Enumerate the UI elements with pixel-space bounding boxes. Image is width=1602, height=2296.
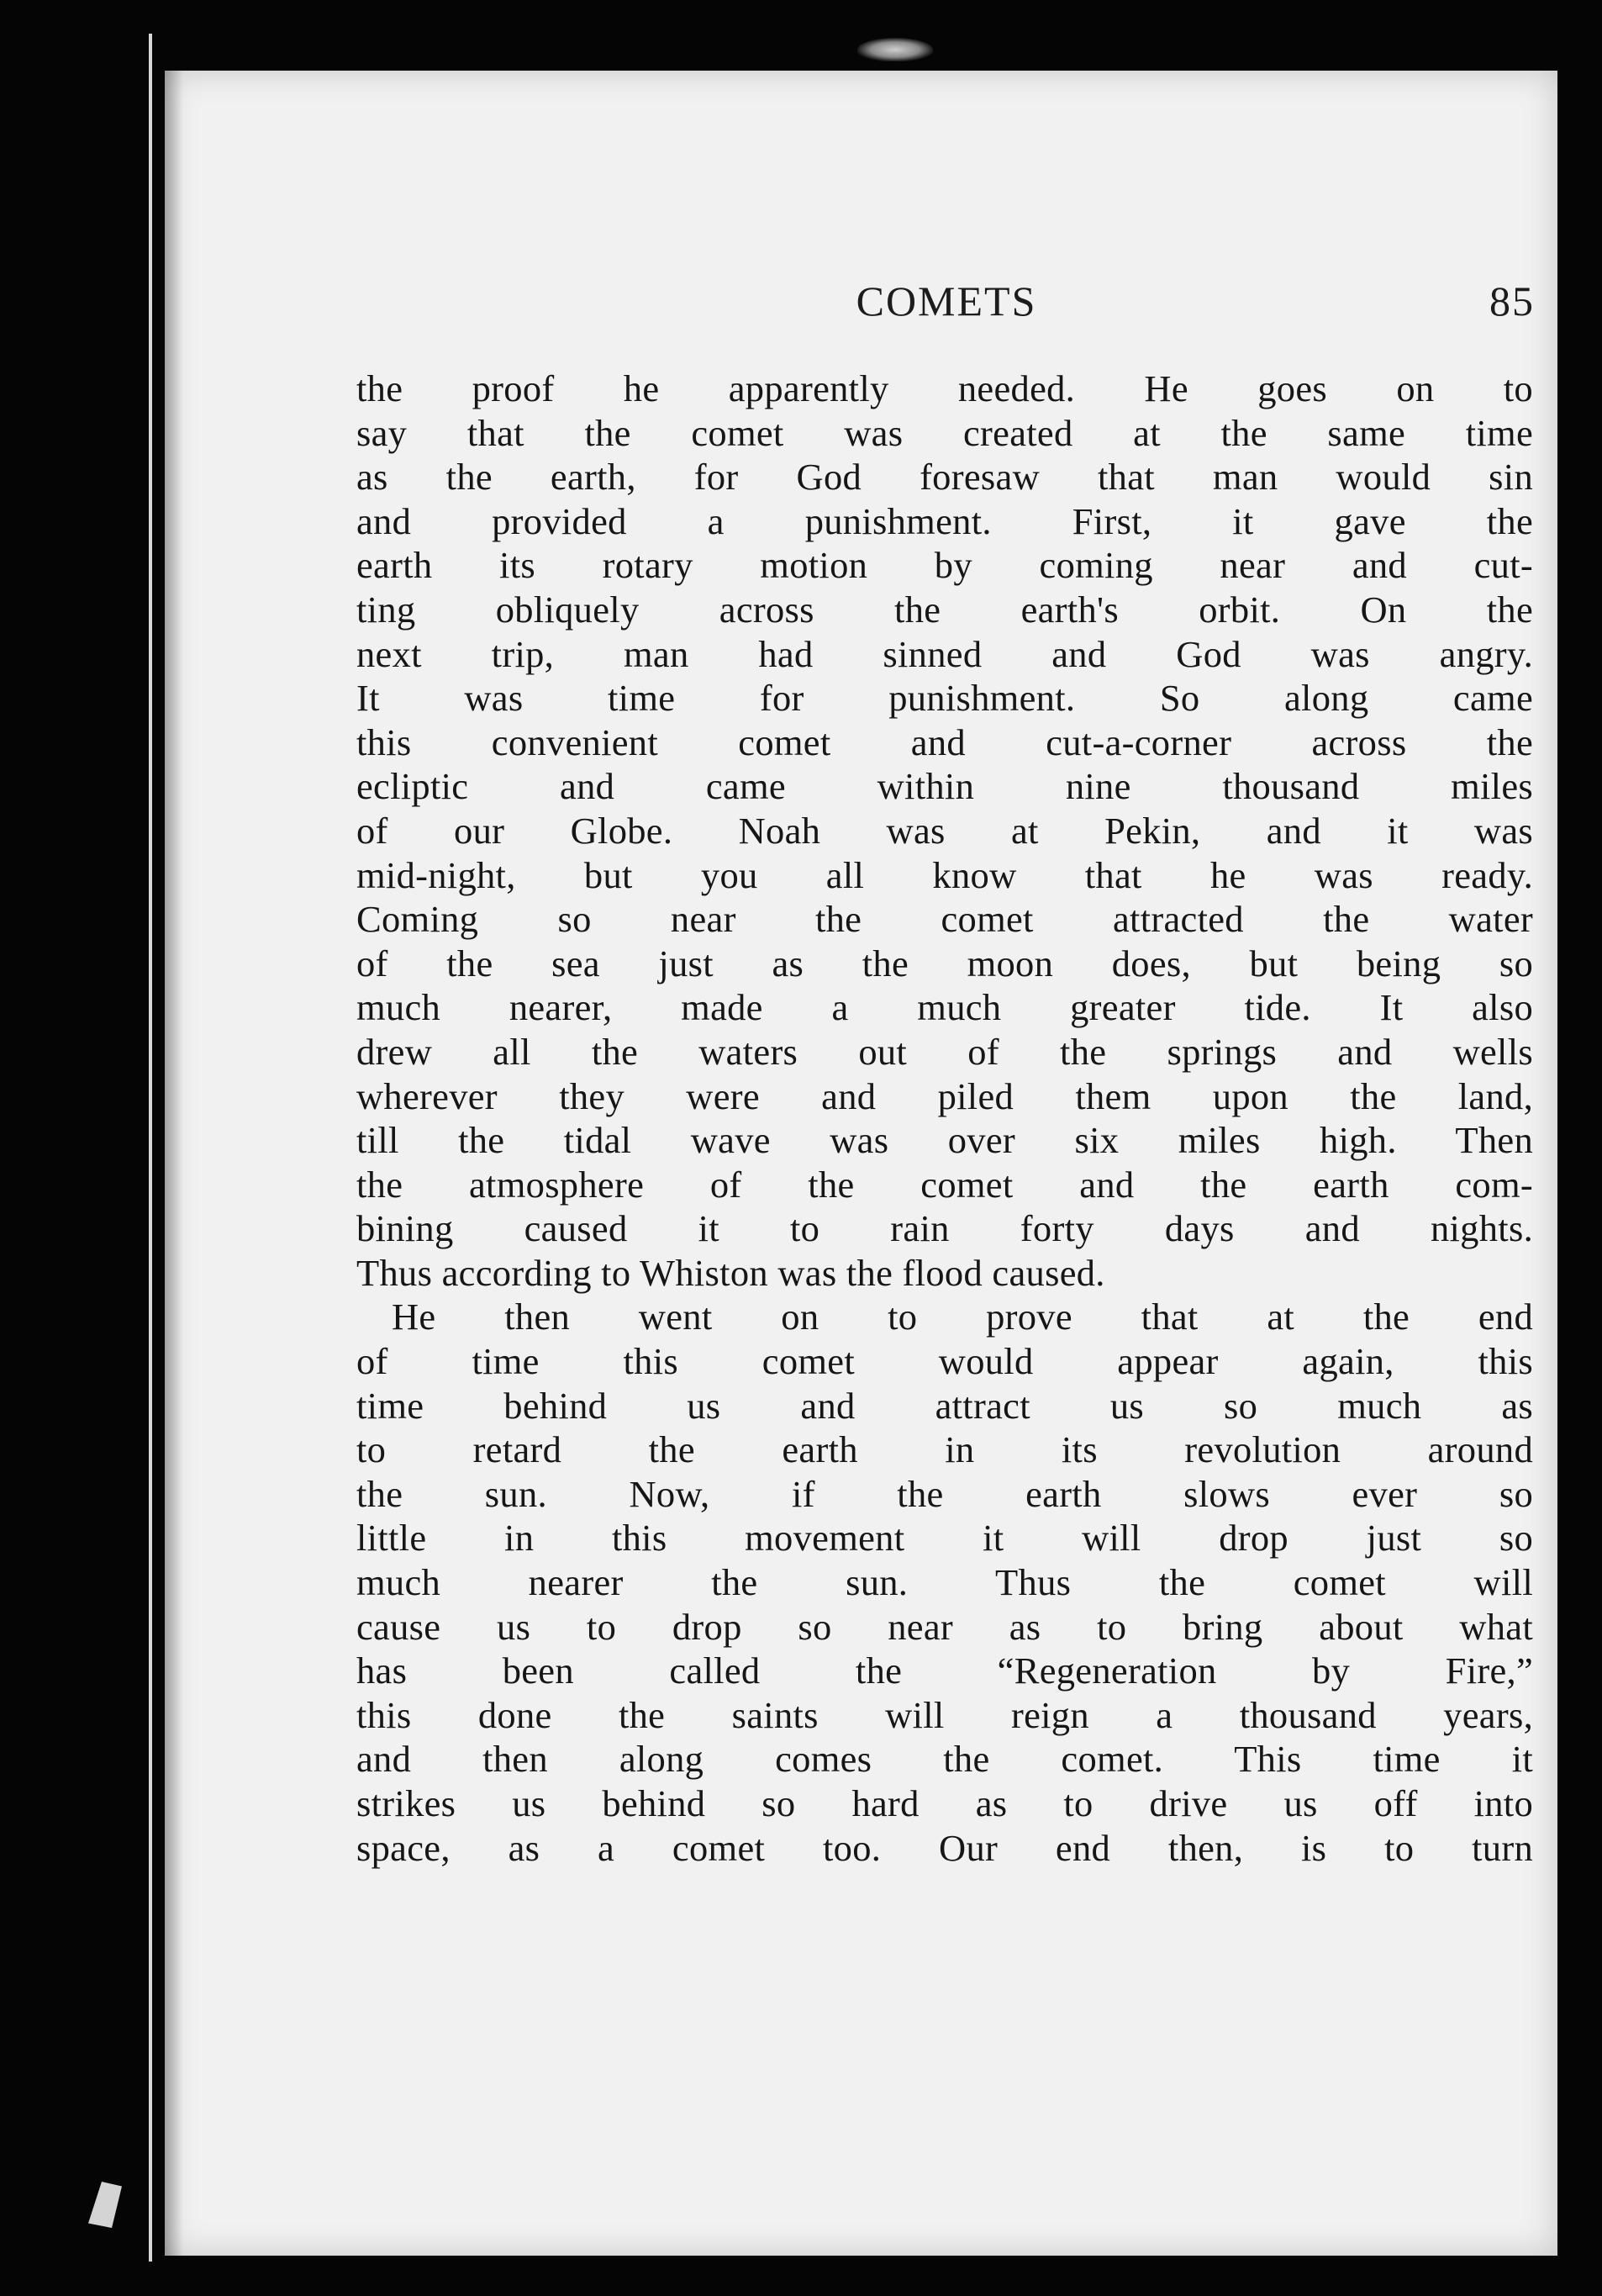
text-line: mid-night, but you all know that he was ready. [356,853,1533,896]
text-line: earth its rotary motion by coming near and cut- [356,544,1533,587]
page-number: 85 [1489,277,1535,325]
text-line: to retard the earth in its revolution around [356,1428,1533,1471]
body-text [356,367,1533,1870]
text-line: much nearer the sun. Thus the comet will [356,1561,1533,1604]
text-line: this convenient comet and cut-a-corner across the [356,720,1533,763]
text-line: of time this comet would appear again, this [356,1340,1533,1383]
text-line: and then along comes the comet. This time it [356,1738,1533,1781]
text-line: wherever they were and piled them upon the land, [356,1074,1533,1117]
text-line: as the earth, for God foresaw that man would sin [356,456,1533,499]
text-line: say that the comet was created at the same time [356,411,1533,454]
text-line: the sun. Now, if the earth slows ever so [356,1472,1533,1515]
text-line: little in this movement it will drop just so [356,1517,1533,1560]
binding-edge [149,34,152,2262]
text-line: the proof he apparently needed. He goes on to [356,367,1533,409]
text-line: time behind us and attract us so much as [356,1384,1533,1427]
page-gutter-shadow [165,71,183,2256]
text-line: space, as a comet too. Our end then, is to turn [356,1826,1533,1869]
text-line: of the sea just as the moon does, but being so [356,942,1533,984]
text-line: has been called the “Regeneration by Fire,” [356,1649,1533,1692]
book-page [165,71,1557,2256]
scan-artifact [857,38,933,61]
paragraph-end-line: Thus according to Whiston was the flood caused. [356,1251,1105,1294]
text-line: much nearer, made a much greater tide. It also [356,986,1533,1029]
text-line: Coming so near the comet attracted the water [356,898,1533,941]
text-line: bining caused it to rain forty days and nights. [356,1207,1533,1250]
text-line: strikes us behind so hard as to drive us off into [356,1782,1533,1824]
text-line: and provided a punishment. First, it gave the [356,499,1533,542]
text-line: drew all the waters out of the springs and wells [356,1030,1533,1073]
text-line: of our Globe. Noah was at Pekin, and it was [356,809,1533,852]
scan-artifact-bottom [88,2182,122,2228]
text-line: cause us to drop so near as to bring about what [356,1605,1533,1648]
text-line: ecliptic and came within nine thousand miles [356,765,1533,808]
text-line: till the tidal wave was over six miles high. Then [356,1119,1533,1162]
text-line: It was time for punishment. So along came [356,677,1533,720]
running-head [358,277,1535,335]
running-title: COMETS [856,277,1037,325]
text-line: next trip, man had sinned and God was angry. [356,632,1533,675]
text-line: this done the saints will reign a thousand years, [356,1693,1533,1736]
text-line: ting obliquely across the earth's orbit. On the [356,588,1533,631]
paragraph-start-line: He then went on to prove that at the end [392,1296,1533,1338]
text-line: the atmosphere of the comet and the earth com- [356,1163,1533,1206]
